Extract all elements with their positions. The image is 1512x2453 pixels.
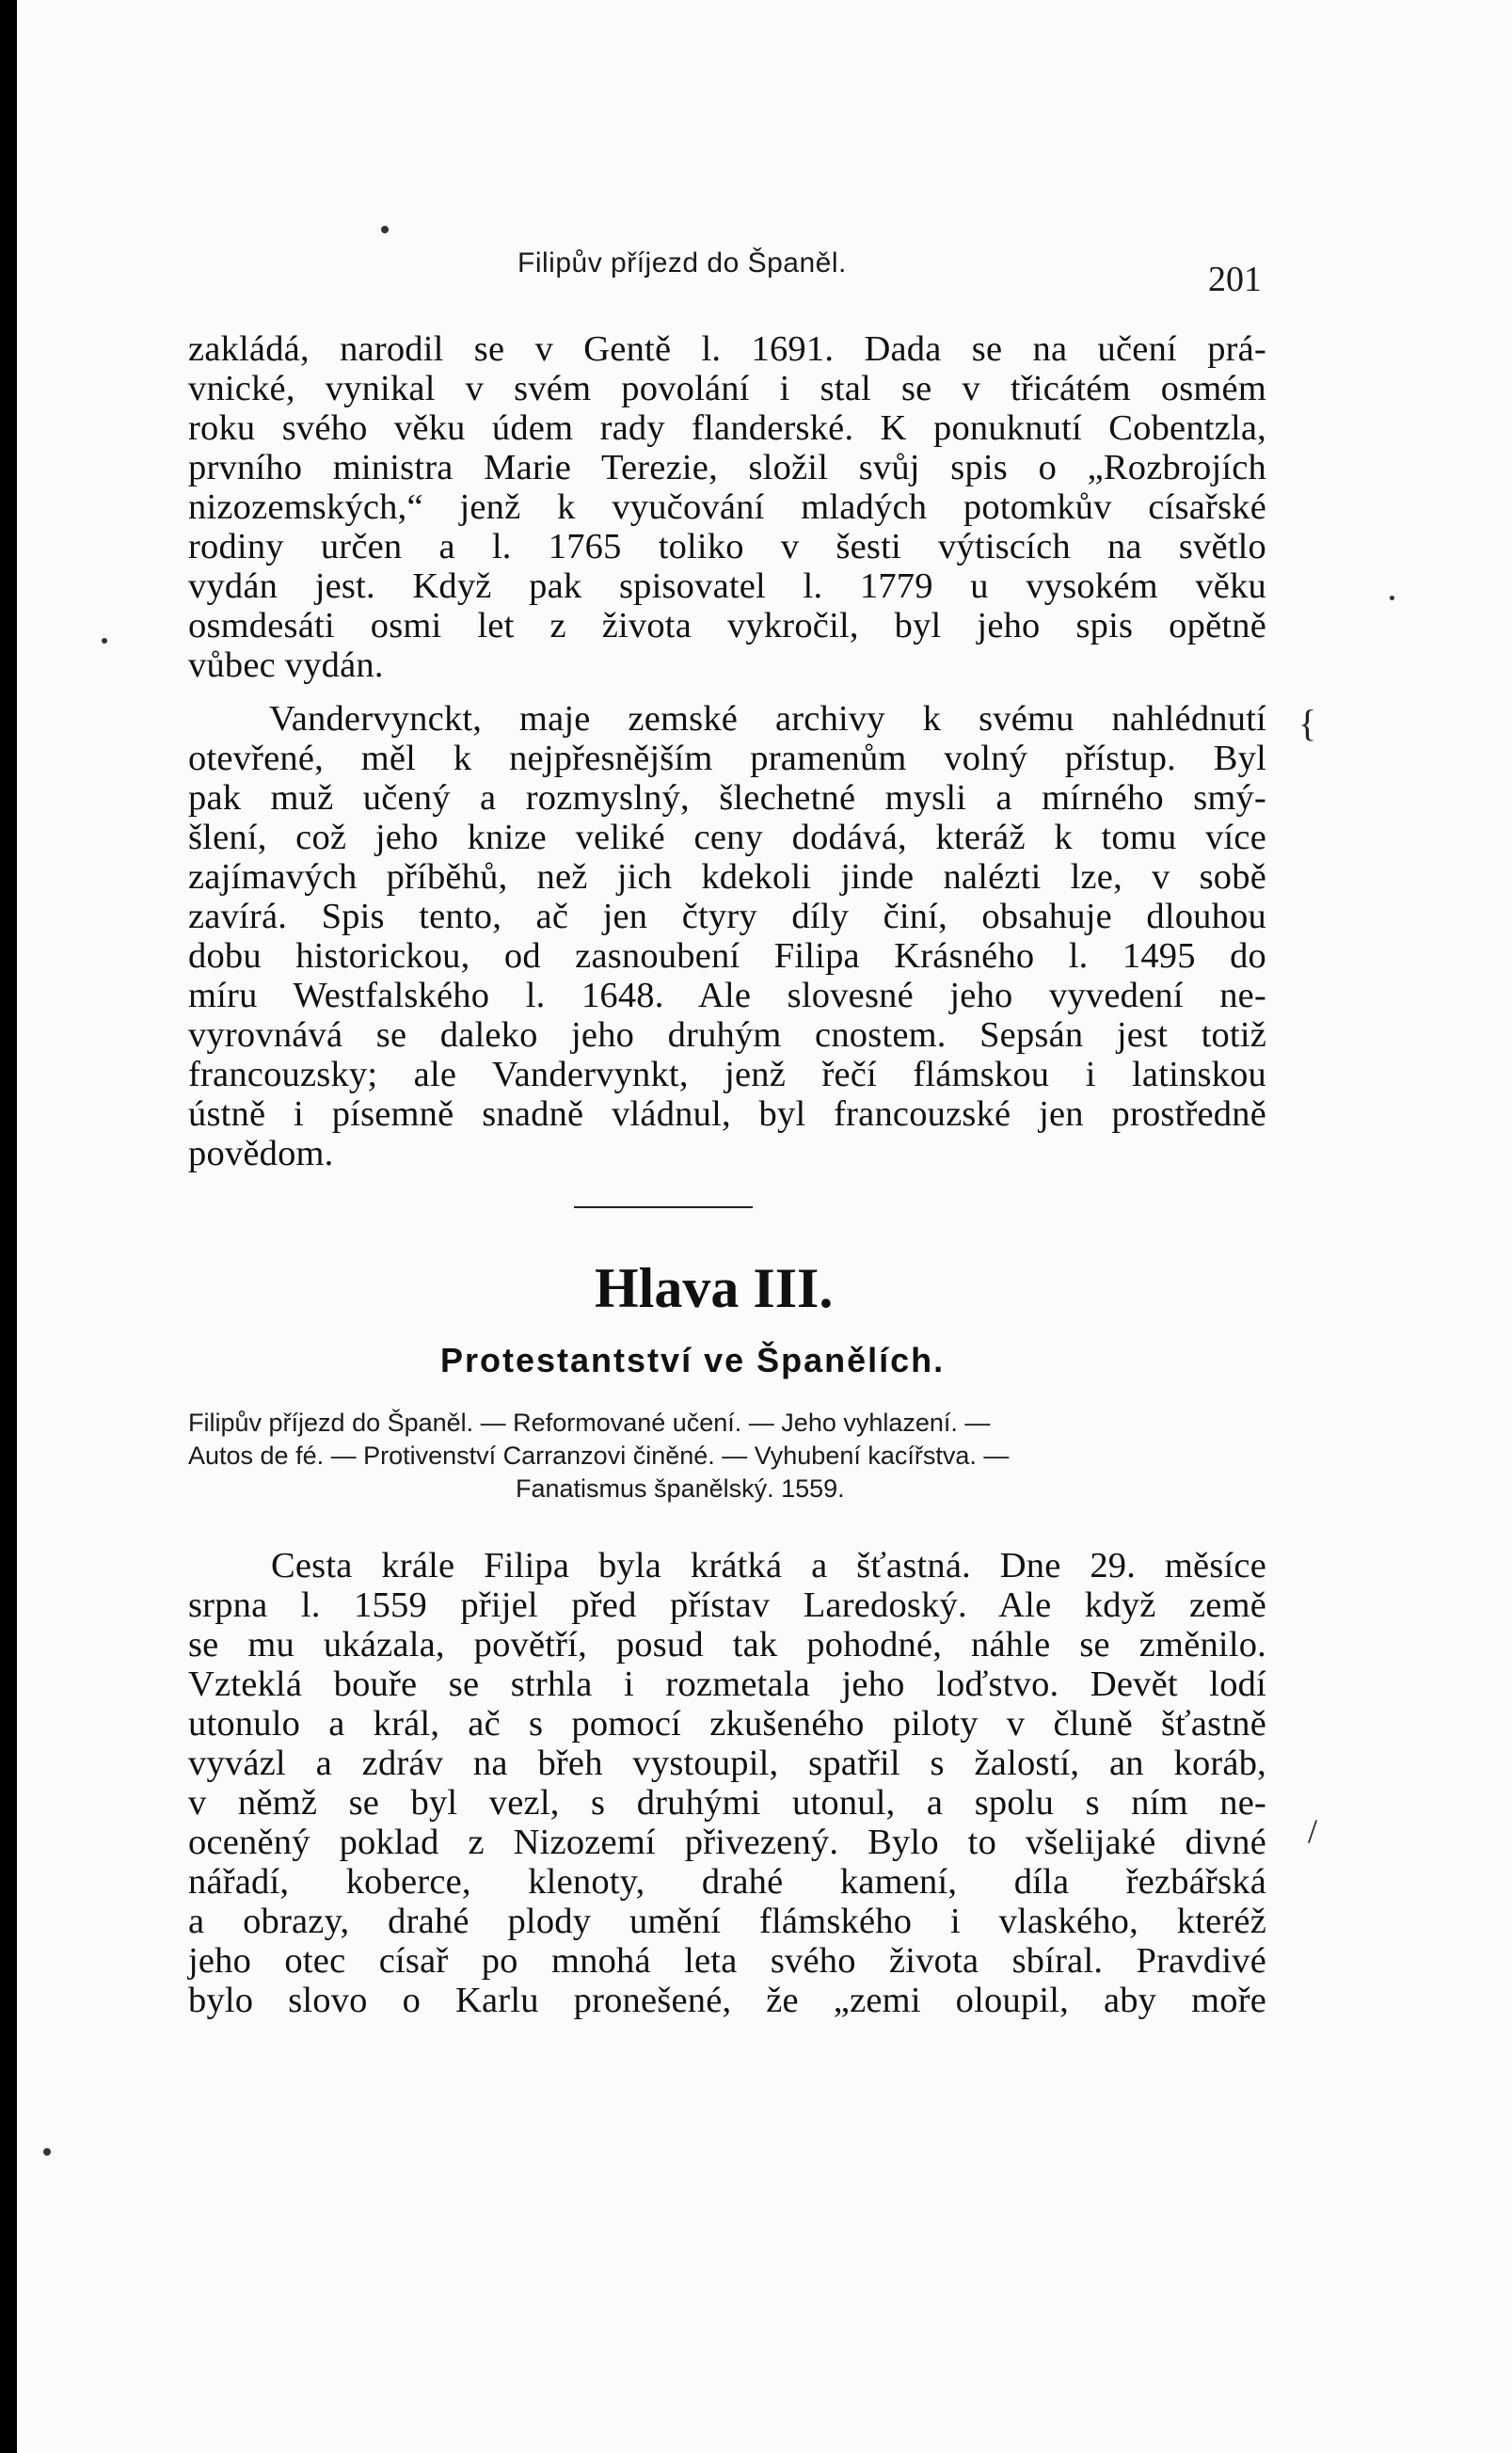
text-line: nizozemských,“ jenž k vyučování mladých potomkův císařské: [188, 487, 1266, 527]
text-line: Cesta krále Filipa byla krátká a šťastná. Dne 29. měsíce: [271, 1546, 1266, 1585]
text-line: francouzsky; ale Vandervynkt, jenž řečí flámskou i latinskou: [188, 1055, 1266, 1094]
text-line: nářadí, koberce, klenoty, drahé kamení, díla řezbářská: [188, 1862, 1266, 1902]
text-line: srpna l. 1559 přijel před přístav Laredoský. Ale když země: [188, 1585, 1266, 1625]
text-line: vydán jest. Když pak spisovatel l. 1779 u vysokém věku: [188, 566, 1266, 606]
text-line: dobu historickou, od zasnoubení Filipa Krásného l. 1495 do: [188, 936, 1266, 976]
text-line: utonulo a král, ač s pomocí zkušeného piloty v čluně šťastně: [188, 1704, 1266, 1744]
scan-speck: [381, 226, 389, 233]
text-line: vyvázl a zdráv na břeh vystoupil, spatřil s žalostí, an koráb,: [188, 1744, 1266, 1783]
text-line: vůbec vydán.: [188, 645, 384, 685]
summary-line: Autos de fé. — Protivenství Carranzovi činěné. — Vyhubení kacířstva. —: [188, 1442, 1010, 1470]
text-line: prvního ministra Marie Terezie, složil svůj spis o „Rozbrojích: [188, 448, 1266, 487]
margin-annotation: /: [1308, 1812, 1318, 1850]
section-divider: [574, 1206, 753, 1208]
text-line: míru Westfalského l. 1648. Ale slovesné jeho vyvedení ne-: [188, 976, 1266, 1015]
text-line: šlení, což jeho knize veliké ceny dodává, kteráž k tomu více: [188, 818, 1266, 857]
page-number: 201: [1208, 260, 1262, 299]
summary-line: Filipův příjezd do Španěl. — Reformované učení. — Jeho vyhlazení. —: [188, 1409, 991, 1437]
chapter-subtitle: Protestantství ve Španělích.: [440, 1341, 946, 1379]
text-line: jeho otec císař po mnohá leta svého života sbíral. Pravdivé: [188, 1941, 1266, 1981]
text-line: ústně i písemně snadně vládnul, byl francouzské jen prostředně: [188, 1094, 1266, 1134]
running-header: Filipův příjezd do Španěl.: [517, 247, 847, 279]
scan-speck: [102, 638, 107, 644]
scan-speck: [1390, 596, 1394, 600]
text-line: vyrovnává se daleko jeho druhým cnostem. Sepsán jest totiž: [188, 1015, 1266, 1055]
scan-speck: [43, 2148, 51, 2156]
text-line: pak muž učený a rozmyslný, šlechetné mysli a mírného smý-: [188, 778, 1266, 818]
text-line: v němž se byl vezl, s druhými utonul, a spolu s ním ne-: [188, 1783, 1266, 1823]
text-line: povědom.: [188, 1134, 334, 1173]
text-line: a obrazy, drahé plody umění flámského i vlaského, kteréž: [188, 1902, 1266, 1941]
text-line: Vzteklá bouře se strhla i rozmetala jeho loďstvo. Devět lodí: [188, 1665, 1266, 1704]
summary-line: Fanatismus španělský. 1559.: [516, 1474, 845, 1503]
scan-edge: [0, 0, 17, 2453]
text-line: rodiny určen a l. 1765 toliko v šesti výtiscích na světlo: [188, 527, 1266, 566]
text-line: otevřené, měl k nejpřesnějším pramenům volný přístup. Byl: [188, 739, 1266, 778]
text-line: zakládá, narodil se v Gentě l. 1691. Dada se na učení prá-: [188, 329, 1266, 369]
chapter-title: Hlava III.: [595, 1257, 834, 1319]
text-line: zavírá. Spis tento, ač jen čtyry díly činí, obsahuje dlouhou: [188, 897, 1266, 936]
text-line: oceněný poklad z Nizozemí přivezený. Bylo to všelijaké divné: [188, 1823, 1266, 1862]
text-line: osmdesáti osmi let z života vykročil, byl jeho spis opětně: [188, 606, 1266, 645]
text-line: zajímavých příběhů, než jich kdekoli jinde nalézti lze, v sobě: [188, 857, 1266, 897]
text-line: bylo slovo o Karlu pronešené, že „zemi oloupil, aby moře: [188, 1981, 1266, 2020]
text-line: vnické, vynikal v svém povolání i stal se v třicátém osmém: [188, 369, 1266, 408]
margin-annotation: {: [1298, 702, 1317, 744]
text-line: roku svého věku údem rady flanderské. K ponuknutí Cobentzla,: [188, 408, 1266, 448]
text-line: Vandervynckt, maje zemské archivy k svému nahlédnutí: [269, 699, 1266, 739]
text-line: se mu ukázala, povětří, posud tak pohodné, náhle se změnilo.: [188, 1625, 1266, 1665]
